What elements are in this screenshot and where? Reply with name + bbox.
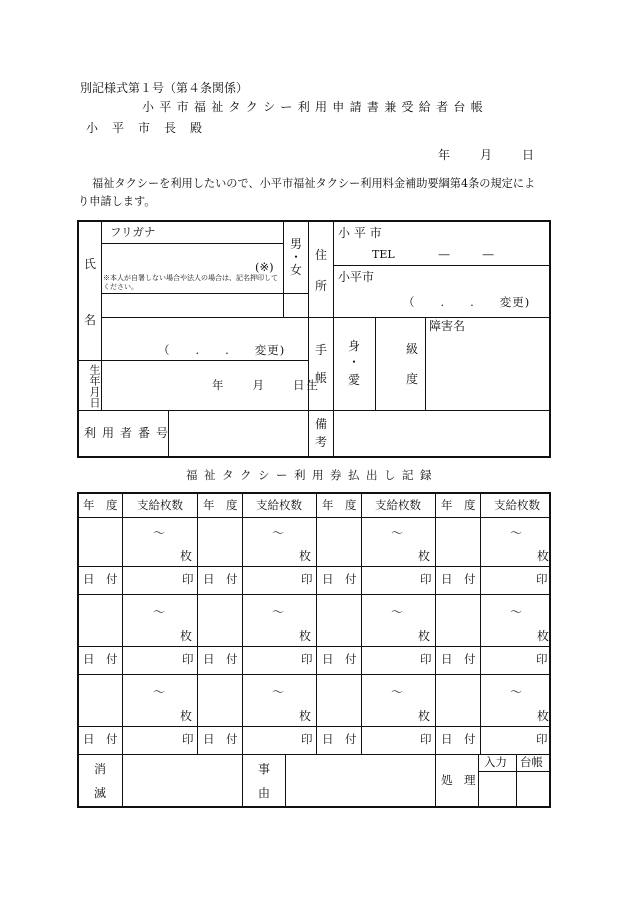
date-line: 年 月 日 — [438, 148, 537, 162]
sheets-unit: 枚 — [180, 709, 193, 723]
seal-label: 印 — [182, 572, 194, 586]
date-label: 日 付 — [203, 652, 238, 666]
handbook-ai: 愛 — [348, 373, 361, 387]
handbook-grade-do: 度 — [406, 372, 419, 386]
date-label: 日 付 — [441, 732, 476, 746]
reason-label-bottom: 由 — [258, 786, 271, 800]
address-city-top: 小 平 市 — [338, 226, 382, 240]
name-label-bottom: 名 — [84, 313, 97, 327]
name-field[interactable] — [102, 244, 282, 258]
date-label: 日 付 — [83, 652, 118, 666]
addressee: 小 平 市 長 殿 — [86, 121, 204, 135]
address-city-bottom: 小平市 — [338, 270, 375, 284]
tilde: ～ — [272, 605, 285, 619]
birth-date-label: 生年月日 — [88, 364, 101, 408]
sheets-unit: 枚 — [180, 549, 193, 563]
record-header-count-1: 支給枚数 — [137, 498, 183, 512]
sheets-unit: 枚 — [299, 709, 312, 723]
cancel-label-bottom: 滅 — [94, 786, 107, 800]
disability-name-label: 障害名 — [429, 319, 466, 333]
sheets-unit: 枚 — [418, 549, 431, 563]
record-header-count-2: 支給枚数 — [256, 498, 302, 512]
date-label: 日 付 — [441, 572, 476, 586]
record-header-year-1: 年 度 — [83, 498, 118, 512]
record-title: 福祉タクシー利用券払出し記録 — [186, 468, 438, 482]
date-label: 日 付 — [322, 732, 357, 746]
contact-change: （ . . 変更) — [158, 343, 286, 357]
sheets-unit: 枚 — [537, 629, 550, 643]
date-label: 日 付 — [203, 572, 238, 586]
birth-date-value: 年 月 日生 — [212, 378, 320, 392]
date-label: 日 付 — [322, 652, 357, 666]
sex-male[interactable]: 男 — [289, 237, 302, 251]
tilde: ～ — [391, 605, 404, 619]
remarks-label-top: 備 — [315, 417, 328, 431]
page-title: 小平市福祉タクシー利用申請書兼受給者台帳 — [142, 100, 489, 114]
seal-label: 印 — [536, 572, 548, 586]
form-number: 別記様式第１号（第４条関係） — [80, 81, 249, 95]
handbook-label-bottom: 帳 — [315, 371, 328, 385]
sex-female[interactable]: 女 — [289, 263, 302, 277]
sheets-unit: 枚 — [418, 629, 431, 643]
address-change: （ . . 変更) — [403, 295, 531, 309]
sex-dot: ・ — [289, 250, 302, 264]
tilde: ～ — [272, 526, 285, 540]
date-label: 日 付 — [322, 572, 357, 586]
seal-label: 印 — [301, 572, 313, 586]
tilde: ～ — [153, 526, 166, 540]
record-header-count-4: 支給枚数 — [494, 498, 540, 512]
record-header-count-3: 支給枚数 — [375, 498, 421, 512]
tilde: ～ — [391, 685, 404, 699]
user-number-label: 利用者番号 — [84, 426, 175, 440]
sheets-unit: 枚 — [537, 549, 550, 563]
address-tel: TEL ― ― — [372, 248, 494, 261]
sheets-unit: 枚 — [299, 549, 312, 563]
date-label: 日 付 — [441, 652, 476, 666]
address-label-top: 住 — [315, 248, 328, 262]
furigana-label: フリガナ — [110, 225, 156, 239]
tilde: ～ — [510, 685, 523, 699]
seal-label: 印 — [536, 652, 548, 666]
record-header-year-4: 年 度 — [441, 498, 476, 512]
handbook-label-top: 手 — [315, 343, 328, 357]
address-label-bottom: 所 — [315, 279, 328, 293]
record-header-year-3: 年 度 — [322, 498, 357, 512]
seal-label: 印 — [420, 732, 432, 746]
ledger-label: 台帳 — [520, 755, 543, 769]
processing-label: 処 理 — [441, 773, 476, 787]
record-header-year-2: 年 度 — [203, 498, 238, 512]
name-label-top: 氏 — [84, 257, 97, 271]
sheets-unit: 枚 — [299, 629, 312, 643]
reason-label-top: 事 — [258, 762, 271, 776]
date-label: 日 付 — [203, 732, 238, 746]
seal-label: 印 — [182, 652, 194, 666]
seal-label: 印 — [420, 572, 432, 586]
tilde: ～ — [272, 685, 285, 699]
date-label: 日 付 — [83, 572, 118, 586]
seal-label: 印 — [420, 652, 432, 666]
handbook-dot: ・ — [348, 355, 361, 369]
tilde: ～ — [153, 685, 166, 699]
remarks-label-bottom: 考 — [315, 435, 328, 449]
cancel-label-top: 消 — [94, 762, 107, 776]
seal-mark: (※) — [255, 260, 274, 274]
handbook-shin: 身 — [348, 339, 361, 353]
signature-note: ※本人が自署しない場合や法人の場合は、記名押印してください。 — [103, 274, 278, 291]
seal-label: 印 — [301, 732, 313, 746]
tilde: ～ — [153, 605, 166, 619]
sheets-unit: 枚 — [180, 629, 193, 643]
seal-label: 印 — [536, 732, 548, 746]
tilde: ～ — [510, 526, 523, 540]
seal-label: 印 — [182, 732, 194, 746]
handbook-grade-kyu: 級 — [406, 342, 419, 356]
date-label: 日 付 — [83, 732, 118, 746]
tilde: ～ — [510, 605, 523, 619]
body-text-line-2: り申請します。 — [78, 195, 156, 208]
sheets-unit: 枚 — [418, 709, 431, 723]
tilde: ～ — [391, 526, 404, 540]
seal-label: 印 — [301, 652, 313, 666]
body-text-line-1: 福祉タクシーを利用したいので、小平市福祉タクシー利用料金補助要綱第4条の規定によ — [92, 177, 536, 190]
input-label: 入力 — [484, 755, 507, 769]
sheets-unit: 枚 — [537, 709, 550, 723]
